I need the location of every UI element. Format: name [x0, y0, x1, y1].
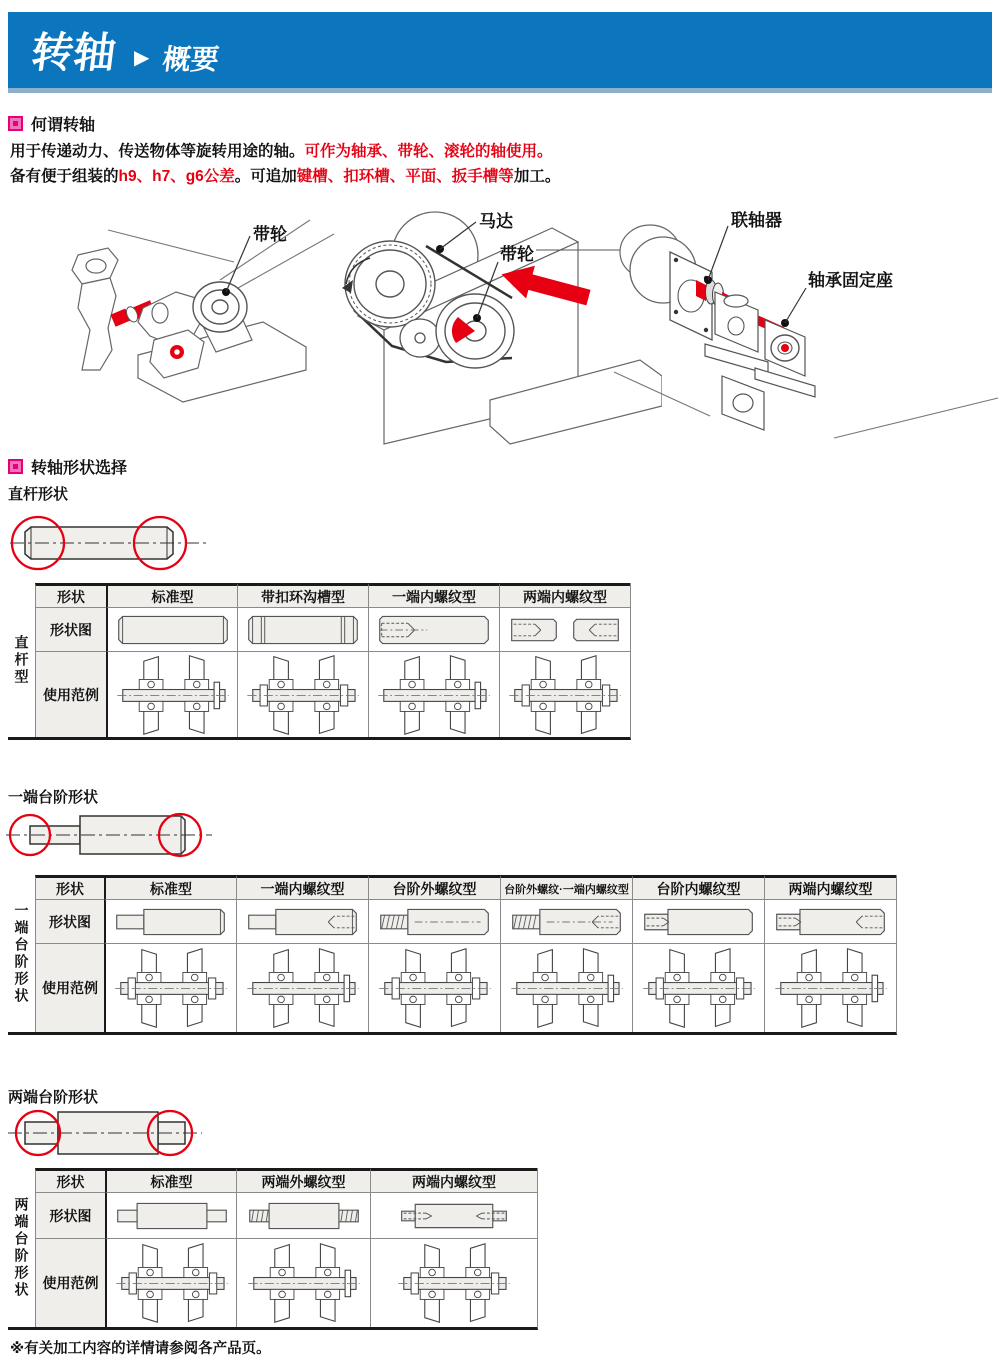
usage-example: [371, 653, 497, 737]
usage-example: [502, 653, 628, 737]
shaft-diagram-step-internal-right: [240, 902, 366, 942]
usage-example: [504, 946, 630, 1030]
col-header: 带扣环沟槽型: [237, 583, 368, 607]
straight-shaft-overview: [4, 505, 214, 581]
section-marker-icon: [8, 459, 23, 474]
usage-example: [109, 1241, 235, 1325]
intro-text: 用于传递动力、传送物体等旋转用途的轴。: [10, 143, 305, 160]
row-label-diagram: 形状图: [35, 899, 104, 943]
usage-example: [110, 653, 236, 737]
section-title: 何谓转轴: [31, 117, 96, 134]
shaft-diagram-bstep-internal-both: [391, 1196, 517, 1236]
col-header: 两端内螺纹型: [764, 875, 896, 899]
intro-text: 。可追加: [234, 168, 297, 185]
footer-note: ※有关加工内容的详情请参阅各产品页。: [10, 1341, 271, 1357]
intro-text: 备有便于组装的: [10, 168, 119, 185]
intro-text: 加工。: [513, 168, 561, 185]
shaft-diagram-groove: [240, 610, 366, 650]
section-marker-icon: [8, 116, 23, 131]
pulley2-label: 带轮: [500, 245, 534, 264]
usage-example: [240, 653, 366, 737]
motor-label: 马达: [479, 212, 513, 231]
row-label-usage: 使用范例: [35, 1238, 105, 1327]
col-header: 两端内螺纹型: [370, 1168, 537, 1192]
shaft-diagram-standard: [110, 610, 236, 650]
bearing-holder-label: 轴承固定座: [808, 271, 893, 290]
row-label-diagram: 形状图: [35, 1192, 105, 1238]
intro-paragraph: [10, 139, 560, 189]
usage-example: [240, 946, 366, 1030]
shaft-diagram-step-internal-both: [768, 902, 894, 942]
row-label-diagram: 形状图: [35, 607, 106, 651]
shaft-diagram-internal-thread-one: [371, 610, 497, 650]
page-subtitle: 概要: [161, 44, 222, 75]
table-side-label: 两端台阶形状: [8, 1168, 35, 1327]
shaft-diagram-internal-thread-both: [502, 610, 628, 650]
straight-shaft-table: [8, 583, 631, 740]
both-end-step-table: [8, 1168, 538, 1330]
table-side-label: 直杆型: [8, 583, 35, 737]
shaft-diagram-step-internal-left: [636, 902, 762, 942]
shaft-diagram-bstep-external-both: [241, 1196, 367, 1236]
one-end-step-table: [8, 875, 897, 1035]
intro-text-red: h9、h7、g6公差: [118, 168, 235, 185]
col-header: 标准型: [104, 875, 236, 899]
col-header-shape: 形状: [35, 583, 106, 607]
page-banner: [8, 12, 992, 93]
col-header: 台阶外螺纹·一端内螺纹型: [500, 875, 632, 899]
shaft-diagram-bstep-standard: [109, 1196, 235, 1236]
both-end-step-overview: [6, 1103, 206, 1167]
col-header: 标准型: [106, 583, 237, 607]
group-title-straight: 直杆形状: [8, 486, 69, 503]
usage-example: [241, 1241, 367, 1325]
group-title-both-end-step: 两端台阶形状: [8, 1089, 99, 1106]
col-header-shape: 形状: [35, 1168, 105, 1192]
section-what-is-shaft: [8, 112, 95, 135]
illustration-pulley-machine: [8, 200, 340, 445]
illustration-coupling-bearing: [612, 200, 1000, 445]
col-header: 标准型: [105, 1168, 236, 1192]
row-label-usage: 使用范例: [35, 943, 104, 1032]
breadcrumb-arrow-icon: ▶: [134, 46, 150, 69]
usage-example: [636, 946, 762, 1030]
col-header-shape: 形状: [35, 875, 104, 899]
table-side-label: 一端台阶形状: [8, 875, 35, 1032]
col-header: 一端内螺纹型: [368, 583, 499, 607]
one-end-step-overview: [4, 806, 216, 868]
col-header: 两端内螺纹型: [499, 583, 630, 607]
usage-example: [108, 946, 234, 1030]
usage-example: [372, 946, 498, 1030]
col-header: 台阶内螺纹型: [632, 875, 764, 899]
section-title: 转轴形状选择: [31, 460, 128, 477]
intro-text-red: 可作为轴承、带轮、滚轮的轴使用。: [304, 143, 553, 160]
pulley-label: 带轮: [253, 225, 287, 244]
row-label-usage: 使用范例: [35, 651, 106, 737]
usage-example: [768, 946, 894, 1030]
shaft-diagram-step-standard: [108, 902, 234, 942]
intro-line-2: [10, 164, 560, 189]
col-header: 一端内螺纹型: [236, 875, 368, 899]
intro-text-red: 键槽、扣环槽、平面、扳手槽等: [296, 168, 514, 185]
intro-line-1: [10, 139, 560, 164]
shaft-diagram-step-ext-int: [504, 902, 630, 942]
page-title: 转轴: [28, 29, 119, 76]
group-title-one-end-step: 一端台阶形状: [8, 789, 99, 806]
section-shape-selection: [8, 455, 127, 478]
shaft-diagram-step-external-left: [372, 902, 498, 942]
usage-example: [391, 1241, 517, 1325]
coupling-label: 联轴器: [731, 211, 782, 230]
col-header: 两端外螺纹型: [236, 1168, 370, 1192]
col-header: 台阶外螺纹型: [368, 875, 500, 899]
